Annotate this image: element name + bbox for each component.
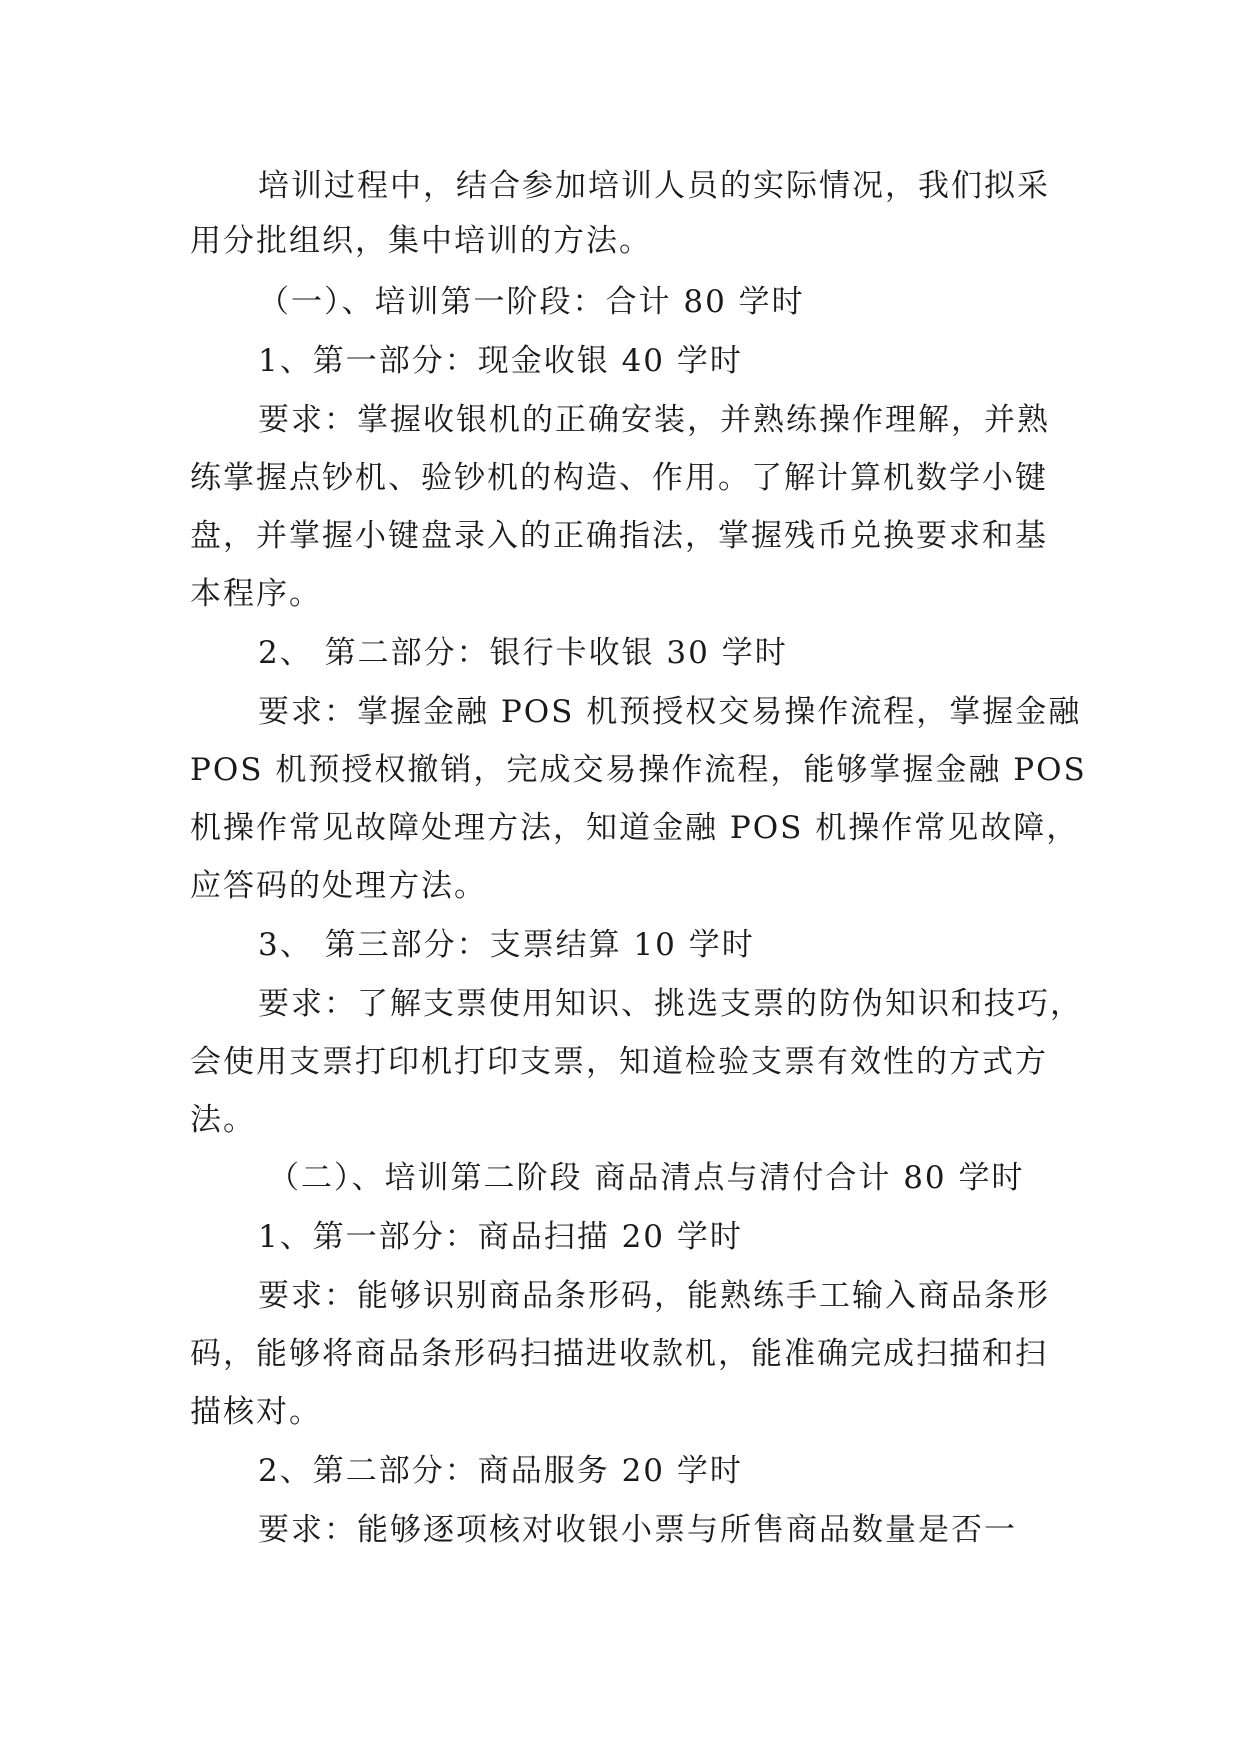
text-line: 应答码的处理方法。 <box>190 868 487 904</box>
text-line: 机操作常见故障处理方法，知道金融 POS 机操作常见故障， <box>190 810 1080 846</box>
text-line: 法。 <box>190 1102 256 1138</box>
section-heading: （二）、培训第二阶段 商品清点与清付合计 80 学时 <box>268 1160 1025 1196</box>
text-line: 要求：掌握金融 POS 机预授权交易操作流程，掌握金融 <box>258 694 1082 730</box>
text-line: 要求：了解支票使用知识、挑选支票的防伪知识和技巧， <box>258 986 1083 1022</box>
text-line: 培训过程中，结合参加培训人员的实际情况，我们拟采 <box>258 168 1050 204</box>
text-line: 练掌握点钞机、验钞机的构造、作用。了解计算机数学小键 <box>190 460 1048 496</box>
text-line: 用分批组织，集中培训的方法。 <box>190 223 652 259</box>
subsection-heading: 3、 第三部分：支票结算 10 学时 <box>258 927 755 963</box>
subsection-heading: 2、第二部分：商品服务 20 学时 <box>258 1453 743 1489</box>
text-line: 会使用支票打印机打印支票，知道检验支票有效性的方式方 <box>190 1044 1048 1080</box>
text-line: 盘，并掌握小键盘录入的正确指法，掌握残币兑换要求和基 <box>190 518 1048 554</box>
section-heading: （一）、培训第一阶段：合计 80 学时 <box>258 284 805 320</box>
subsection-heading: 1、第一部分：现金收银 40 学时 <box>258 343 743 379</box>
text-line: 要求：能够逐项核对收银小票与所售商品数量是否一 <box>258 1512 1017 1548</box>
text-line: 描核对。 <box>190 1394 322 1430</box>
subsection-heading: 1、第一部分：商品扫描 20 学时 <box>258 1219 743 1255</box>
text-line: 码，能够将商品条形码扫描进收款机，能准确完成扫描和扫 <box>190 1336 1048 1372</box>
text-line: 本程序。 <box>190 576 322 612</box>
text-line: 要求：掌握收银机的正确安装，并熟练操作理解，并熟 <box>258 402 1050 438</box>
subsection-heading: 2、 第二部分：银行卡收银 30 学时 <box>258 635 788 671</box>
text-line: 要求：能够识别商品条形码，能熟练手工输入商品条形 <box>258 1278 1050 1314</box>
text-line: POS 机预授权撤销，完成交易操作流程，能够掌握金融 POS <box>190 752 1087 788</box>
